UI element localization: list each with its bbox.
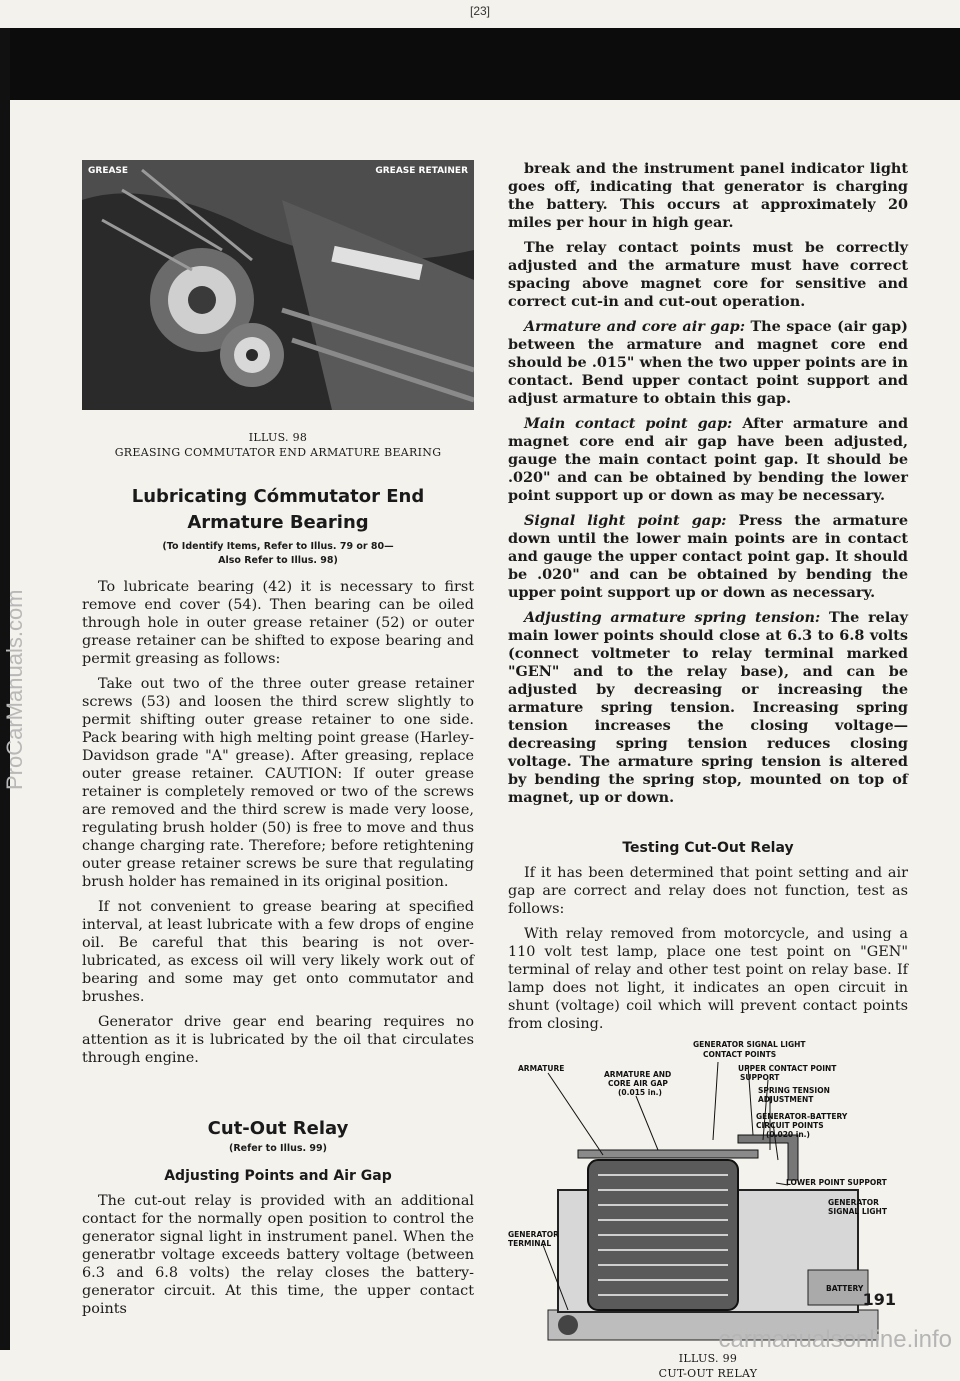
signal-light-text: Press the armature down until the lower main points are in contact and gauge the upper contact point gap. It should be .020" and can be obtained by bending the upper point support up or down as necessary.: [508, 512, 908, 601]
illus-99-diagram: [508, 1040, 908, 1345]
photo-label-grease-retainer: GREASE RETAINER: [375, 166, 468, 176]
page-reference: [23]: [469, 4, 490, 18]
paragraph-break: break and the instrument panel indicator light goes off, indicating that generator is charging the battery. This occurs at approximately 20 miles per hour in high gear.: [508, 160, 908, 231]
paragraph-relay-contact: The relay contact points must be correctly adjusted and the armature must have correct spacing above magnet core for sensitive and correct cut-in and cut-out operation.: [508, 239, 908, 310]
label-gen-batt-2: CIRCUIT POINTS: [756, 1121, 824, 1130]
illus-98-photo: [82, 160, 474, 410]
label-battery: BATTERY: [826, 1284, 864, 1293]
illus-98-caption: [82, 430, 474, 460]
signal-light-label: Signal light point gap:: [524, 512, 727, 529]
label-upper-contact-1: UPPER CONTACT POINT: [738, 1064, 837, 1073]
main-contact-text: After armature and magnet core end air gap have been adjusted, gauge the main contact point gap. It should be .020" and can be obtained by bending the lower point support up or down as may be necessary.: [508, 415, 908, 504]
label-gen-terminal-1: GENERATOR: [508, 1230, 559, 1239]
label-gen-terminal-2: TERMINAL: [508, 1239, 552, 1248]
heading-line-2: Armature Bearing: [187, 512, 369, 533]
spring-tension-text: The relay main lower points should close at 6.3 to 6.8 volts (connect voltmeter to relay terminal marked "GEN" and to the relay base), and can be adjusted by decreasing or increasing the armature spring tension. Increasing spring tension increases the closing voltage—decreasing spring tension reduces closing voltage. The armature spring tension is altered by bending the spring stop, mounted on top of magnet, up or down.: [508, 609, 908, 806]
subheading-adjusting-points: Adjusting Points and Air Gap: [164, 1168, 392, 1184]
label-gen-signal-1: GENERATOR: [828, 1198, 879, 1207]
cutout-relay-drawing: [508, 1040, 908, 1345]
left-column: [82, 160, 474, 1325]
illus-98-number: ILLUS. 98: [248, 431, 308, 444]
spring-tension-label: Adjusting armature spring tension:: [524, 609, 821, 626]
label-armature-gap-1: ARMATURE AND: [604, 1070, 672, 1079]
label-upper-contact-2: SUPPORT: [740, 1073, 780, 1082]
air-gap-text: The space (air gap) between the armature and magnet core end should be .015" when the two upper points are in contact. Bend upper contact point support and adjust armature to obtain this gap.: [508, 318, 908, 407]
photo-label-grease: GREASE: [88, 166, 129, 176]
paragraph-air-gap: [508, 318, 908, 408]
paragraph-lubricate-4: Generator drive gear end bearing requires no attention as it is lubricated by the oil that circulates through engine.: [82, 1014, 474, 1066]
main-contact-label: Main contact point gap:: [524, 415, 733, 432]
section-heading-lubricating: [82, 484, 474, 536]
heading-line-1: Lubricating Cómmutator End: [131, 486, 425, 507]
paragraph-signal-light: [508, 512, 908, 602]
note-line-1: (To Identify Items, Refer to Illus. 79 or 80—: [162, 541, 394, 552]
illus-99-number: ILLUS. 99: [678, 1352, 738, 1365]
label-spring-2: ADJUSTMENT: [758, 1095, 814, 1104]
label-lower-support: LOWER POINT SUPPORT: [786, 1178, 887, 1187]
paragraph-testing-1: If it has been determined that point setting and air gap are correct and relay does not function, test as follows:: [508, 865, 908, 917]
label-gen-signal-light: GENERATOR SIGNAL LIGHT: [693, 1040, 806, 1049]
label-armature: ARMATURE: [518, 1064, 565, 1073]
label-contact-points: CONTACT POINTS: [703, 1050, 777, 1059]
illus-99-caption: [508, 1351, 908, 1381]
label-armature-gap-2: CORE AIR GAP: [608, 1079, 668, 1088]
bottom-watermark: carmanualsonline.info: [718, 1326, 952, 1353]
page-number: 191: [862, 1290, 896, 1309]
cutout-refer-note: (Refer to Illus. 99): [229, 1143, 327, 1154]
paragraph-lubricate-1: To lubricate bearing (42) it is necessary to first remove end cover (54). Then bearing can be oiled through hole in outer grease retainer (52) or outer grease retainer can be shifted to expose bearing and permit greasing as follows:: [82, 579, 474, 667]
illus-98-title: GREASING COMMUTATOR END ARMATURE BEARING: [114, 446, 442, 459]
identify-note: [82, 540, 474, 568]
label-gen-batt-3: (0.020 in.): [766, 1130, 810, 1139]
section-heading-cutout-relay: Cut-Out Relay: [207, 1118, 349, 1139]
subheading-testing-cutout: Testing Cut-Out Relay: [622, 840, 794, 856]
right-column: [508, 160, 908, 1381]
top-black-band: [0, 28, 960, 100]
side-watermark: ProCarManuals.com: [2, 589, 27, 790]
label-gen-signal-2: SIGNAL LIGHT: [828, 1207, 887, 1216]
paragraph-lubricate-2: Take out two of the three outer grease retainer screws (53) and loosen the third screw slightly to permit shifting outer grease retainer to one side. Pack bearing with high melting point grease (Harley-Davidson grade "A" grease). After greasing, replace outer grease retainer. CAUTION: If outer grease retainer is completely removed or two of the screws are removed and the third screw is made very loose, regulating brush holder (50) is free to move and thus change charging rate. Therefore; before retightening outer grease retainer screws be sure that regulating brush holder has remained in its original position.: [82, 676, 474, 890]
illus-99-title: CUT-OUT RELAY: [658, 1367, 758, 1380]
label-gen-batt-1: GENERATOR-BATTERY: [756, 1112, 848, 1121]
paragraph-testing-2: With relay removed from motorcycle, and using a 110 volt test lamp, place one test point on "GEN" terminal of relay and other test point on relay base. If lamp does not light, it indicates an open circuit in shunt (voltage) coil which will prevent contact points from closing.: [508, 926, 908, 1032]
label-armature-gap-3: (0.015 in.): [618, 1088, 662, 1097]
paragraph-main-contact: [508, 415, 908, 505]
note-line-2: Also Refer to Illus. 98): [218, 555, 338, 566]
paragraph-lubricate-3: If not convenient to grease bearing at specified interval, at least lubricate with a few drops of engine oil. Be careful that this bearing is not over-lubricated, as excess oil will very likely work out of bearing and some may get onto commutator and brushes.: [82, 899, 474, 1005]
generator-photo-graphic: [82, 160, 474, 410]
air-gap-label: Armature and core air gap:: [524, 318, 746, 335]
label-spring-1: SPRING TENSION: [758, 1086, 830, 1095]
paragraph-cutout: The cut-out relay is provided with an additional contact for the normally open position to control the generator signal light in instrument panel. When the generatbr voltage exceeds battery voltage (between 6.3 and 6.8 volts) the relay closes the battery-generator circuit. At this time, the upper contact points: [82, 1193, 474, 1317]
paragraph-spring-tension: [508, 609, 908, 807]
